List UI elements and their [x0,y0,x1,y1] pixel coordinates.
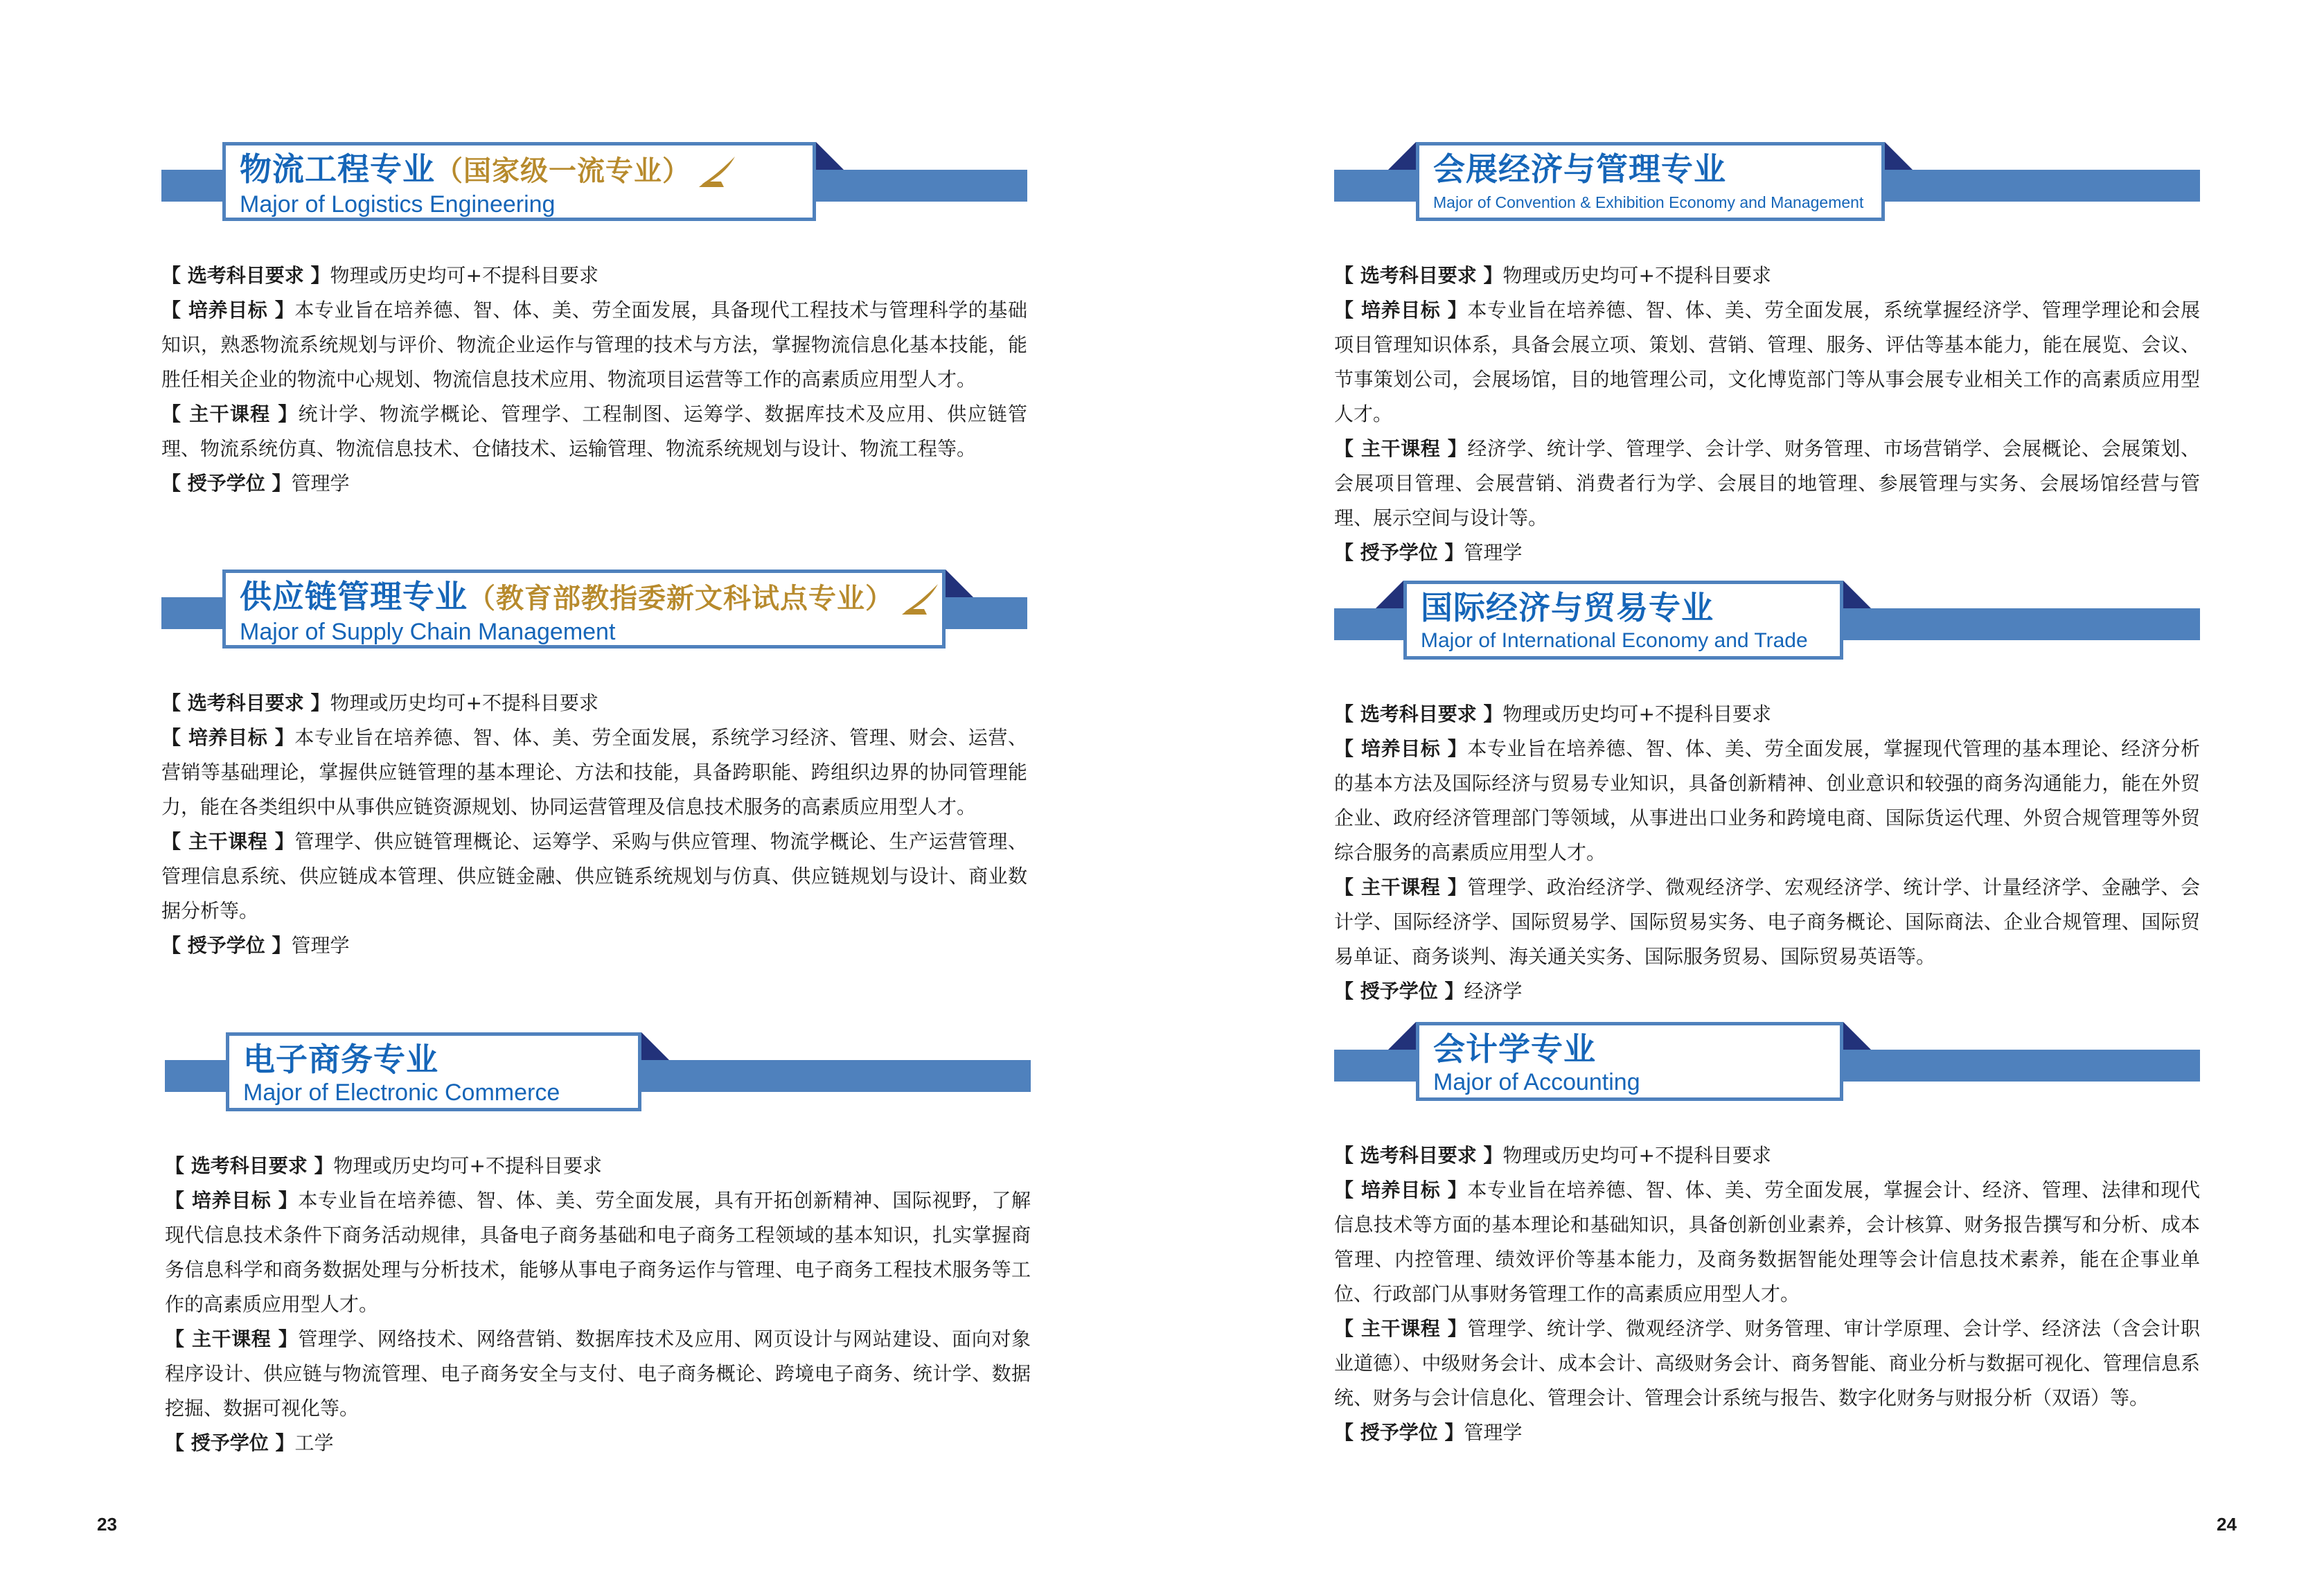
degree-label: 【 授予学位 】 [1334,541,1464,564]
course-text: 统计学、物流学概论、管理学、工程制图、运筹学、数据库技术及应用、供应链管理、物流系统仿真、物流信息技术、仓储技术、运输管理、物流系统规划与设计、物流工程等。 [161,403,1027,460]
header-title-box [1416,1022,1843,1101]
subject-requirement [1334,258,2200,293]
degree-text: 管理学 [291,934,350,957]
degree [165,1426,1031,1461]
header-wing-right [946,570,973,597]
course-text: 管理学、统计学、微观经济学、财务管理、审计学原理、会计学、经济法（含会计职业道德）、中级财务会计、成本会计、高级财务会计、商务智能、商业分析与数据可视化、管理信息系统、财务与会计信息化、管理会计、管理会计系统与报告、数字化财务与财报分析（双语）等。 [1334,1317,2200,1409]
training-goal [161,293,1027,397]
subject-text: 物理或历史均可+不提科目要求 [330,691,598,714]
major-title: 供应链管理专业 [240,578,468,615]
subject-requirement [161,686,1027,721]
training-goal [1334,293,2200,432]
major-tag: （国家级一流专业） [435,155,691,187]
goal-label: 【 培养目标 】 [1334,299,1468,321]
major-section-convention [1334,142,2200,570]
course-label: 【 主干课程 】 [165,1327,299,1350]
major-section-supply-chain [161,570,1027,963]
degree [1334,974,2200,1009]
goal-text: 本专业旨在培养德、智、体、美、劳全面发展，具有开拓创新精神、国际视野，了解现代信息技术条件下商务活动规律，具备电子商务基础和电子商务工程领域的基本知识，扎实掌握商务信息科学和商务数据处理与分析技术，能够从事电子商务运作与管理、电子商务工程技术服务等工作的高素质应用型人才。 [165,1189,1031,1316]
degree [161,466,1027,501]
section-header [1334,1022,2200,1111]
header-wing-right [1843,1022,1871,1050]
section-header [161,142,1027,231]
course-text: 管理学、政治经济学、微观经济学、宏观经济学、统计学、计量经济学、金融学、会计学、国际经济学、国际贸易学、国际贸易实务、电子商务概论、国际商法、企业合规管理、国际贸易单证、商务谈判、海关通关实务、国际服务贸易、国际贸易英语等。 [1334,876,2200,968]
goal-label: 【 培养目标 】 [1334,1179,1468,1201]
header-title-box [226,1032,641,1111]
main-courses [1334,1312,2200,1415]
section-body [1334,258,2200,570]
subject-text: 物理或历史均可+不提科目要求 [1502,1144,1771,1167]
quill-emblem-icon [696,154,738,190]
degree-text: 工学 [294,1431,334,1454]
degree [161,928,1027,963]
course-label: 【 主干课程 】 [1334,1317,1468,1340]
major-subtitle: Major of Supply Chain Management [240,619,616,645]
training-goal [1334,732,2200,870]
major-subtitle: Major of International Economy and Trade [1421,629,1808,652]
goal-text: 本专业旨在培养德、智、体、美、劳全面发展，掌握现代管理的基本理论、经济分析的基本方法及国际经济与贸易专业知识，具备创新精神、创业意识和较强的商务沟通能力，能在外贸企业、政府经济管理部门等领域，从事进出口业务和跨境电商、国际货运代理、外贸合规管理等外贸综合服务的高素质应用型人才。 [1334,737,2200,864]
training-goal [161,721,1027,824]
goal-text: 本专业旨在培养德、智、体、美、劳全面发展，具备现代工程技术与管理科学的基础知识，熟悉物流系统规划与评价、物流企业运作与管理的技术与方法，掌握物流信息化基本技能，能胜任相关企业的物流中心规划、物流信息技术应用、物流项目运营等工作的高素质应用型人才。 [161,299,1027,391]
subject-label: 【 选考科目要求 】 [1334,1144,1503,1167]
header-wing-left [1388,142,1416,170]
subject-text: 物理或历史均可+不提科目要求 [330,264,598,287]
goal-label: 【 培养目标 】 [161,299,295,321]
degree-label: 【 授予学位 】 [161,472,292,495]
course-label: 【 主干课程 】 [1334,437,1468,460]
subject-text: 物理或历史均可+不提科目要求 [333,1154,602,1177]
subject-label: 【 选考科目要求 】 [161,264,330,287]
major-title: 会展经济与管理专业 [1433,150,1726,188]
course-text: 经济学、统计学、管理学、会计学、财务管理、市场营销学、会展概论、会展策划、会展项目管理、会展营销、消费者行为学、会展目的地管理、参展管理与实务、会展场馆经营与管理、展示空间与设计等。 [1334,437,2200,529]
major-section-e-commerce [165,1032,1031,1461]
degree-text: 经济学 [1464,980,1523,1003]
main-courses [1334,432,2200,536]
section-body [161,258,1027,501]
header-wing-right [1885,142,1913,170]
section-header [1334,581,2200,669]
course-text: 管理学、供应链管理概论、运筹学、采购与供应管理、物流学概论、生产运营管理、管理信息系统、供应链成本管理、供应链金融、供应链系统规划与仿真、供应链规划与设计、商业数据分析等。 [161,830,1027,922]
subject-label: 【 选考科目要求 】 [161,691,330,714]
course-label: 【 主干课程 】 [1334,876,1468,899]
section-body [1334,697,2200,1009]
subject-requirement [1334,1138,2200,1173]
goal-text: 本专业旨在培养德、智、体、美、劳全面发展，系统掌握经济学、管理学理论和会展项目管理知识体系，具备会展立项、策划、营销、管理、服务、评估等基本能力，能在展览、会议、节事策划公司，会展场馆，目的地管理公司，文化博览部门等从事会展专业相关工作的高素质应用型人才。 [1334,299,2200,425]
section-body [161,686,1027,963]
major-subtitle: Major of Electronic Commerce [243,1079,560,1106]
header-title-box [1416,142,1885,221]
page-number: 23 [97,1514,117,1535]
degree-text: 管理学 [1464,1421,1523,1444]
header-title-box [222,570,946,649]
major-section-international-trade [1334,581,2200,1009]
subject-label: 【 选考科目要求 】 [1334,264,1503,287]
major-subtitle: Major of Accounting [1433,1069,1640,1095]
section-header [1334,142,2200,231]
subject-requirement [161,258,1027,293]
section-header [161,570,1027,658]
main-courses [161,397,1027,466]
subject-requirement [165,1149,1031,1183]
goal-label: 【 培养目标 】 [165,1189,299,1212]
degree-text: 管理学 [291,472,350,495]
course-text: 管理学、网络技术、网络营销、数据库技术及应用、网页设计与网站建设、面向对象程序设计、供应链与物流管理、电子商务安全与支付、电子商务概论、跨境电子商务、统计学、数据挖掘、数据可视化等。 [165,1327,1031,1420]
main-courses [165,1322,1031,1426]
training-goal [165,1183,1031,1322]
major-subtitle: Major of Convention & Exhibition Economy and Management [1433,193,1864,211]
subject-requirement [1334,697,2200,732]
header-wing-right [816,142,844,170]
header-title-box [222,142,816,221]
goal-label: 【 培养目标 】 [1334,737,1468,760]
subject-text: 物理或历史均可+不提科目要求 [1502,264,1771,287]
goal-text: 本专业旨在培养德、智、体、美、劳全面发展，系统学习经济、管理、财会、运营、营销等基础理论，掌握供应链管理的基本理论、方法和技能，具备跨职能、跨组织边界的协同管理能力，能在各类组织中从事供应链资源规划、协同运营管理及信息技术服务的高素质应用型人才。 [161,726,1027,818]
major-title: 国际经济与贸易专业 [1421,589,1714,626]
quill-emblem-icon [899,581,941,617]
subject-label: 【 选考科目要求 】 [1334,703,1503,725]
subject-text: 物理或历史均可+不提科目要求 [1502,703,1771,725]
major-section-logistics [161,142,1027,501]
major-title: 会计学专业 [1433,1030,1596,1068]
degree-label: 【 授予学位 】 [161,934,292,957]
major-section-accounting [1334,1022,2200,1450]
header-wing-left [1376,581,1403,608]
degree [1334,1415,2200,1450]
header-title-box [1403,581,1843,660]
section-header [165,1032,1031,1121]
major-subtitle: Major of Logistics Engineering [240,191,556,218]
degree-label: 【 授予学位 】 [1334,980,1464,1003]
page-number: 24 [2217,1514,2237,1535]
main-courses [1334,870,2200,974]
major-tag: （教育部教指委新文科试点专业） [468,583,894,615]
header-wing-right [1843,581,1871,608]
degree-text: 管理学 [1464,541,1523,564]
course-label: 【 主干课程 】 [161,830,295,853]
course-label: 【 主干课程 】 [161,403,299,425]
degree [1334,536,2200,570]
right-page [1162,0,2324,1588]
main-courses [161,824,1027,928]
major-title: 电子商务专业 [243,1041,438,1078]
degree-label: 【 授予学位 】 [165,1431,295,1454]
training-goal [1334,1173,2200,1312]
header-wing-right [641,1032,669,1060]
degree-label: 【 授予学位 】 [1334,1421,1464,1444]
goal-text: 本专业旨在培养德、智、体、美、劳全面发展，掌握会计、经济、管理、法律和现代信息技术等方面的基本理论和基础知识，具备创新创业素养，会计核算、财务报告撰写和分析、成本管理、内控管理、绩效评价等基本能力，及商务数据智能处理等会计信息技术素养，能在企事业单位、行政部门从事财务管理工作的高素质应用型人才。 [1334,1179,2200,1305]
header-wing-left [1388,1022,1416,1050]
section-body [1334,1138,2200,1450]
goal-label: 【 培养目标 】 [161,726,295,749]
major-title: 物流工程专业 [240,150,435,188]
subject-label: 【 选考科目要求 】 [165,1154,334,1177]
section-body [165,1149,1031,1461]
